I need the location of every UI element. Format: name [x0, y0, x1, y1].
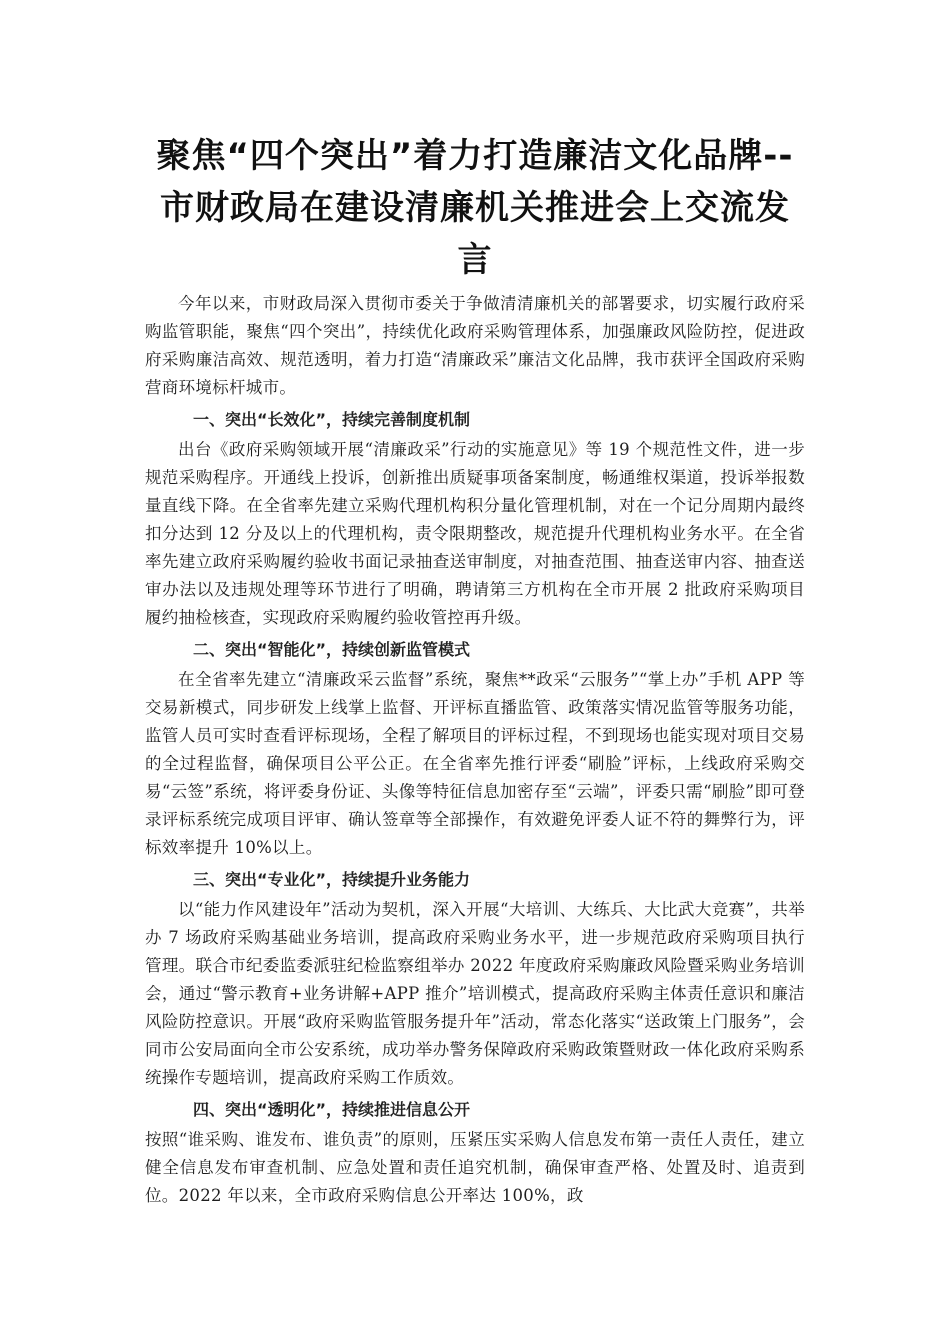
- section-body-4: 按照“谁采购、谁发布、谁负责”的原则，压紧压实采购人信息发布第一责任人责任，建立健全信息发布审查机制、应急处置和责任追究机制，确保审查严格、处置及时、追责到位。2022 年以来，全市政府采购信息公开率达 100%，政: [145, 1130, 805, 1205]
- document-title: 聚焦“四个突出”着力打造廉洁文化品牌--市财政局在建设清廉机关推进会上交流发言: [156, 136, 794, 280]
- document-content: [145, 130, 805, 1210]
- section-body-2: 在全省率先建立“清廉政采云监督”系统，聚焦**政采“云服务”“掌上办”手机 APP 等交易新模式，同步研发上线掌上监督、开评标直播监管、政策落实情况监管等服务功能，监管人员可实时查看评标现场，全程了解项目的评标过程，不到现场也能实现对项目交易的全过程监督，确保项目公平公正。在全省率先推行评委“刷脸”评标，上线政府采购交易“云签”系统，将评委身份证、头像等特征信息加密存至“云端”，评委只需“刷脸”即可登录评标系统完成项目评审、确认签章等全部操作，有效避免评委人证不符的舞弊行为，评标效率提升 10%以上。: [145, 670, 805, 857]
- section-heading-3: 三、突出“专业化”，持续提升业务能力: [193, 870, 471, 889]
- section-body-3: 以“能力作风建设年”活动为契机，深入开展“大培训、大练兵、大比武大竞赛”，共举办 7 场政府采购基础业务培训，提高政府采购业务水平，进一步规范政府采购项目执行管理。联合市纪委监委派驻纪检监察组举办 2022 年度政府采购廉政风险暨采购业务培训会，通过“警示教育+业务讲解+APP 推介”培训模式，提高政府采购主体责任意识和廉洁风险防控意识。开展“政府采购监管服务提升年”活动，常态化落实“送政策上门服务”，会同市公安局面向全市公安系统，成功举办警务保障政府采购政策暨财政一体化政府采购系统操作专题培训，提高政府采购工作质效。: [145, 900, 805, 1087]
- section-heading-2: 二、突出“智能化”，持续创新监管模式: [193, 640, 471, 659]
- intro-paragraph: 今年以来，市财政局深入贯彻市委关于争做清清廉机关的部署要求，切实履行政府采购监管职能，聚焦“四个突出”，持续优化政府采购管理体系，加强廉政风险防控，促进政府采购廉洁高效、规范透明，着力打造“清廉政采”廉洁文化品牌，我市获评全国政府采购营商环境标杆城市。: [145, 294, 805, 397]
- section-heading-4: 四、突出“透明化”，持续推进信息公开: [193, 1100, 471, 1119]
- section-heading-1: 一、突出“长效化”，持续完善制度机制: [193, 410, 471, 429]
- section-body-1: 出台《政府采购领域开展“清廉政采”行动的实施意见》等 19 个规范性文件，进一步规范采购程序。开通线上投诉，创新推出质疑事项备案制度，畅通维权渠道，投诉举报数量直线下降。在全省率先建立采购代理机构积分量化管理机制，对在一个记分周期内最终扣分达到 12 分及以上的代理机构，责令限期整改，规范提升代理机构业务水平。在全省率先建立政府采购履约验收书面记录抽查送审制度，对抽查范围、抽查送审内容、抽查送审办法以及违规处理等环节进行了明确，聘请第三方机构在全市开展 2 批政府采购项目履约抽检核查，实现政府采购履约验收管控再升级。: [145, 440, 805, 627]
